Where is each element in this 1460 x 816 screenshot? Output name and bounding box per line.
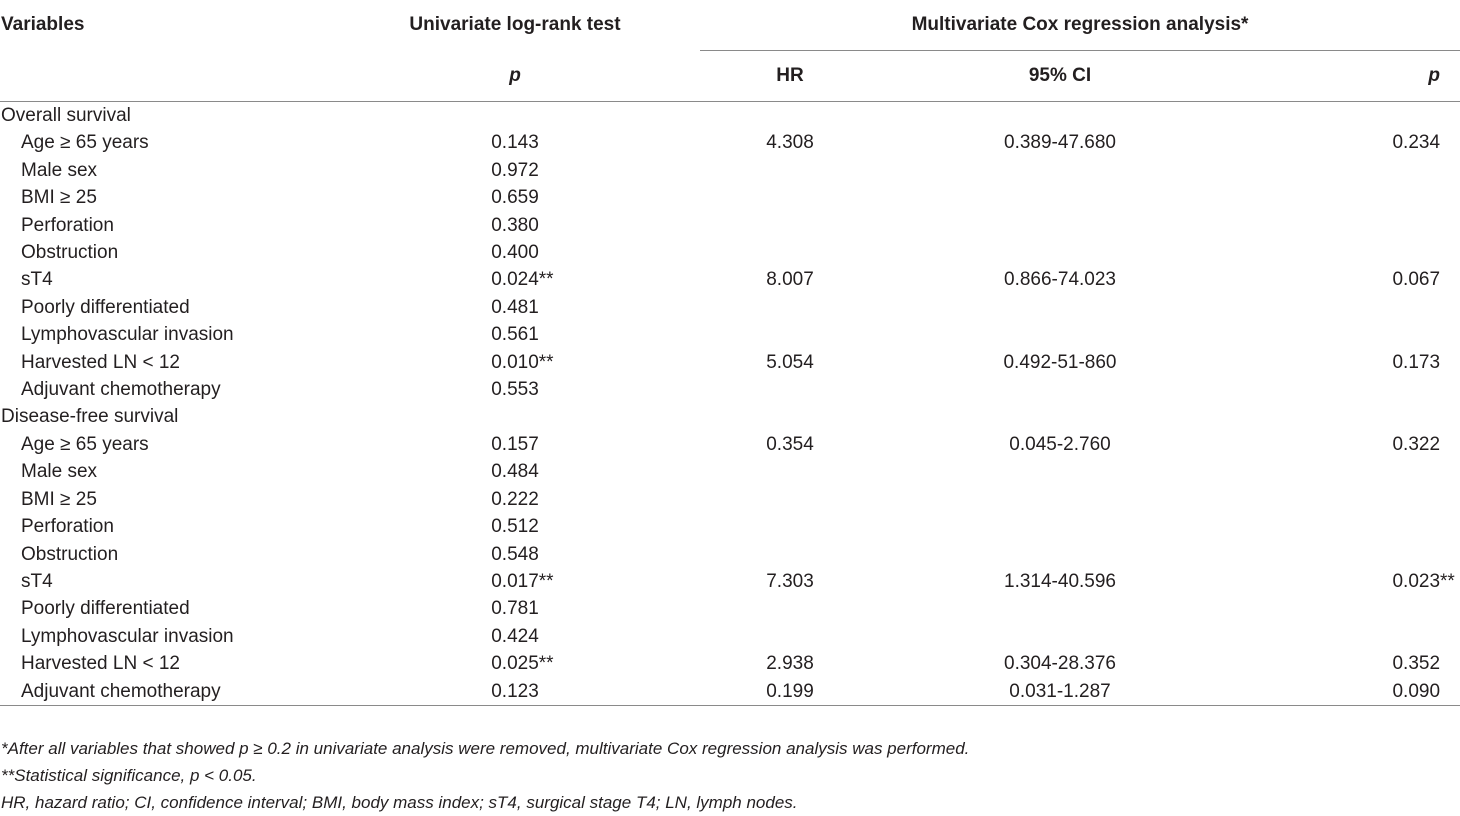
ci-cell: 0.389-47.680: [1004, 132, 1116, 154]
footnote-significance: **Statistical significance, p < 0.05.: [1, 766, 257, 785]
univariate-p-value-wrap: [491, 129, 539, 156]
univariate-p-value-wrap: [491, 212, 539, 239]
univariate-p-value-wrap: [491, 294, 539, 321]
multivariate-p-cell: [1240, 184, 1460, 211]
table-body: [0, 102, 1460, 706]
section-row: [0, 403, 1460, 430]
hr-cell: [700, 212, 880, 239]
table-row: [0, 458, 1460, 485]
multivariate-p-value: 0.067: [1392, 269, 1441, 291]
variable-cell: Male sex: [21, 461, 98, 483]
header-univariate: Univariate log-rank test: [409, 14, 621, 36]
variable-cell: BMI ≥ 25: [21, 488, 97, 510]
ci-cell: 0.031-1.287: [880, 678, 1240, 706]
header-multivariate-p: p: [1240, 51, 1460, 102]
table-row: [0, 266, 1460, 293]
variable-cell: Harvested LN < 12: [21, 653, 180, 675]
ci-cell: [880, 376, 1240, 403]
univariate-p-value: 0.481: [491, 296, 539, 318]
univariate-p-value-wrap: [491, 595, 539, 622]
univariate-p-value: 0.400: [491, 242, 539, 264]
univariate-p-value: 0.512: [491, 516, 539, 538]
univariate-p-value-wrap: [491, 321, 539, 348]
ci-cell: [880, 184, 1240, 211]
multivariate-p-cell: [1240, 376, 1460, 403]
variable-cell: Poorly differentiated: [21, 296, 190, 318]
table-footnotes: [1, 735, 969, 816]
ci-cell: [880, 486, 1240, 513]
footnote-multivariate: *After all variables that showed p ≥ 0.2 in univariate analysis were removed, multivariate Cox regression analysis was performed.: [1, 739, 970, 758]
header-multivariate: Multivariate Cox regression analysis*: [700, 0, 1460, 51]
univariate-p-value: 0.561: [491, 324, 539, 346]
univariate-p-value: 0.123: [491, 680, 539, 702]
section-title: Overall survival: [1, 105, 131, 126]
ci-cell: 0.045-2.760: [1009, 433, 1111, 455]
univariate-p-value: 0.025: [491, 653, 539, 675]
variable-cell: Male sex: [21, 159, 98, 181]
variable-cell: Adjuvant chemotherapy: [0, 678, 330, 706]
hr-cell: [700, 157, 880, 184]
header-hr: HR: [700, 51, 880, 102]
univariate-p-cell: [330, 376, 700, 403]
multivariate-p-significance: **: [1440, 570, 1455, 592]
table-row: [0, 623, 1460, 650]
univariate-p-value-wrap: [491, 157, 539, 184]
univariate-p-cell: [330, 431, 700, 458]
table-row: [0, 129, 1460, 156]
hr-cell: 2.938: [766, 653, 814, 675]
univariate-p-value: 0.143: [491, 132, 539, 154]
multivariate-p-cell: [1240, 294, 1460, 321]
univariate-p-value: 0.424: [491, 625, 539, 647]
multivariate-p-cell: [1240, 513, 1460, 540]
variable-cell: Perforation: [21, 516, 114, 538]
multivariate-p-cell: [1240, 623, 1460, 650]
univariate-p-significance: **: [538, 269, 554, 291]
univariate-p-value: 0.659: [491, 187, 539, 209]
hr-cell: 4.308: [766, 132, 814, 154]
univariate-p-value-wrap: [491, 349, 554, 376]
univariate-p-value-wrap: [491, 650, 554, 677]
header-variables: Variables: [1, 14, 85, 36]
multivariate-p-value-wrap: [1392, 129, 1440, 156]
hr-cell: [700, 294, 880, 321]
univariate-p-value-wrap: [491, 376, 539, 403]
univariate-p-cell: [330, 129, 700, 156]
ci-cell: [880, 212, 1240, 239]
multivariate-p-cell: [1240, 157, 1460, 184]
variable-cell: BMI ≥ 25: [21, 187, 97, 209]
ci-cell: [880, 458, 1240, 485]
univariate-p-value: 0.024: [491, 269, 539, 291]
univariate-p-cell: [330, 266, 700, 293]
multivariate-p-value-wrap: [1392, 650, 1440, 677]
univariate-p-significance: **: [538, 351, 554, 373]
variable-cell: Age ≥ 65 years: [21, 132, 149, 154]
univariate-p-value: 0.553: [491, 379, 539, 401]
ci-cell: 1.314-40.596: [1004, 570, 1116, 592]
univariate-p-value: 0.781: [491, 598, 539, 620]
multivariate-p-cell: [1240, 321, 1460, 348]
multivariate-p-value: 0.352: [1392, 653, 1441, 675]
multivariate-p-cell: [1240, 239, 1460, 266]
variable-cell: sT4: [21, 269, 53, 291]
univariate-p-value: 0.380: [491, 214, 539, 236]
univariate-p-value-wrap: [491, 266, 554, 293]
multivariate-p-cell: [1240, 266, 1460, 293]
variable-cell: Age ≥ 65 years: [21, 433, 149, 455]
hr-cell: 0.354: [766, 433, 814, 455]
ci-cell: 0.866-74.023: [1004, 269, 1116, 291]
table-row: [0, 595, 1460, 622]
hr-cell: 0.199: [700, 678, 880, 706]
hr-cell: [700, 513, 880, 540]
multivariate-p-cell: [1240, 458, 1460, 485]
univariate-p-cell: [330, 513, 700, 540]
ci-cell: 0.492-51-860: [1003, 351, 1117, 373]
univariate-p-value-wrap: [491, 623, 539, 650]
header-univariate-p: p: [330, 51, 700, 102]
ci-cell: [880, 294, 1240, 321]
univariate-p-significance: **: [538, 570, 554, 592]
multivariate-p-value-wrap: [1392, 431, 1440, 458]
multivariate-p-value-wrap: [1392, 568, 1455, 595]
table-row: [0, 184, 1460, 211]
univariate-p-value-wrap: [491, 678, 539, 705]
multivariate-p-cell: [1240, 129, 1460, 156]
multivariate-p-value-wrap: [1392, 266, 1440, 293]
univariate-p-cell: [330, 458, 700, 485]
table-row: [0, 678, 1460, 706]
section-row: [0, 102, 1460, 130]
ci-cell: [880, 513, 1240, 540]
ci-cell: [880, 321, 1240, 348]
table-row: [0, 650, 1460, 677]
hr-cell: [700, 595, 880, 622]
hr-cell: [700, 486, 880, 513]
univariate-p-cell: [330, 212, 700, 239]
univariate-p-cell: [330, 294, 700, 321]
hr-cell: [700, 623, 880, 650]
table-row: [0, 321, 1460, 348]
multivariate-p-cell: [1240, 650, 1460, 677]
univariate-p-cell: [330, 541, 700, 568]
table-row: [0, 376, 1460, 403]
ci-cell: [880, 541, 1240, 568]
univariate-p-value: 0.157: [491, 433, 539, 455]
univariate-p-cell: [330, 239, 700, 266]
univariate-p-cell: [330, 678, 700, 706]
variable-cell: Obstruction: [21, 543, 119, 565]
variable-cell: Lymphovascular invasion: [21, 324, 234, 346]
univariate-p-value-wrap: [491, 486, 539, 513]
univariate-p-cell: [330, 623, 700, 650]
table-row: [0, 239, 1460, 266]
multivariate-p-cell: [1240, 568, 1460, 595]
univariate-p-value-wrap: [491, 513, 539, 540]
hr-cell: [700, 184, 880, 211]
univariate-p-value: 0.548: [491, 543, 539, 565]
univariate-p-value-wrap: [491, 568, 554, 595]
multivariate-p-value-wrap: [1392, 678, 1440, 705]
hr-cell: [700, 541, 880, 568]
ci-cell: [880, 157, 1240, 184]
univariate-p-cell: [330, 650, 700, 677]
table-row: [0, 157, 1460, 184]
table-row: [0, 212, 1460, 239]
ci-cell: [880, 239, 1240, 266]
header-ci: 95% CI: [880, 51, 1240, 102]
variable-cell: Perforation: [21, 214, 114, 236]
univariate-p-value: 0.484: [491, 461, 539, 483]
hr-cell: [700, 239, 880, 266]
variable-cell: Harvested LN < 12: [21, 351, 180, 373]
variable-cell: Adjuvant chemotherapy: [21, 379, 221, 401]
multivariate-p-cell: [1240, 486, 1460, 513]
univariate-p-value-wrap: [491, 184, 539, 211]
header-blank: [0, 51, 330, 102]
hr-cell: [700, 321, 880, 348]
table-row: [0, 513, 1460, 540]
multivariate-p-cell: [1240, 595, 1460, 622]
variable-cell: sT4: [21, 570, 53, 592]
footnote-abbreviations: HR, hazard ratio; CI, confidence interval; BMI, body mass index; sT4, surgical stage T4; LN, lymph nodes.: [1, 793, 798, 812]
multivariate-p-cell: [1240, 431, 1460, 458]
ci-cell: [880, 595, 1240, 622]
multivariate-p-value-wrap: [1392, 349, 1440, 376]
hr-cell: 5.054: [766, 351, 814, 373]
variable-cell: Poorly differentiated: [21, 598, 190, 620]
table-row: [0, 431, 1460, 458]
univariate-p-cell: [330, 184, 700, 211]
multivariate-p-value: 0.090: [1392, 680, 1441, 702]
univariate-p-significance: **: [538, 653, 554, 675]
table-row: [0, 294, 1460, 321]
hr-cell: [700, 376, 880, 403]
univariate-p-value: 0.972: [491, 159, 539, 181]
univariate-p-cell: [330, 321, 700, 348]
univariate-p-value: 0.222: [491, 488, 539, 510]
univariate-p-cell: [330, 595, 700, 622]
multivariate-p-cell: [1240, 541, 1460, 568]
multivariate-p-cell: [1240, 349, 1460, 376]
univariate-p-value-wrap: [491, 239, 539, 266]
table-row: [0, 486, 1460, 513]
table-row: [0, 568, 1460, 595]
univariate-p-value-wrap: [491, 458, 539, 485]
hr-cell: 7.303: [766, 570, 814, 592]
ci-cell: 0.304-28.376: [1004, 653, 1116, 675]
table-row: [0, 541, 1460, 568]
multivariate-p-value: 0.173: [1392, 351, 1441, 373]
univariate-p-value: 0.017: [491, 570, 539, 592]
multivariate-p-cell: [1240, 678, 1460, 706]
variable-cell: Obstruction: [21, 242, 119, 264]
multivariate-p-cell: [1240, 212, 1460, 239]
hr-cell: 8.007: [766, 269, 814, 291]
univariate-p-value: 0.010: [491, 351, 539, 373]
univariate-p-cell: [330, 157, 700, 184]
univariate-p-value-wrap: [491, 541, 539, 568]
univariate-p-value-wrap: [491, 431, 539, 458]
section-title: Disease-free survival: [1, 406, 179, 428]
hr-cell: [700, 458, 880, 485]
univariate-p-cell: [330, 568, 700, 595]
univariate-p-cell: [330, 486, 700, 513]
univariate-p-cell: [330, 349, 700, 376]
multivariate-p-value: 0.234: [1392, 132, 1441, 154]
ci-cell: [880, 623, 1240, 650]
multivariate-p-value: 0.023: [1392, 570, 1441, 592]
table-row: [0, 349, 1460, 376]
multivariate-p-value: 0.322: [1392, 433, 1441, 455]
variable-cell: Lymphovascular invasion: [21, 625, 234, 647]
